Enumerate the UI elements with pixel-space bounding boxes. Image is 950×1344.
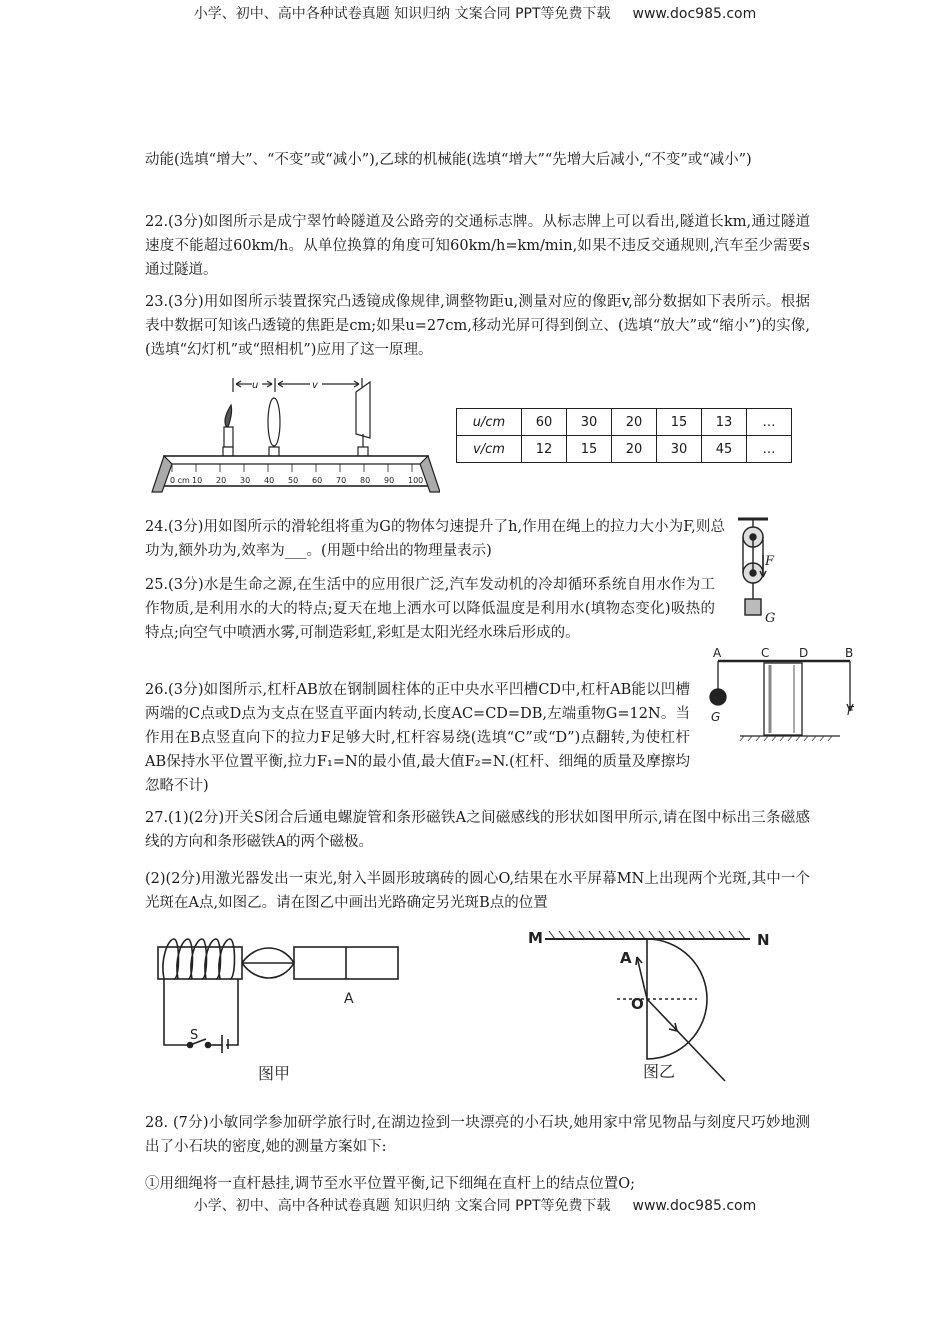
- lever-D-label: D: [799, 646, 809, 660]
- table-cell: 15: [657, 409, 702, 436]
- header-text: 小学、初中、高中各种试卷真题 知识归纳 文案合同 PPT等免费下载: [193, 6, 611, 22]
- scale-30: 30: [240, 476, 251, 485]
- question-24: 24.(3分)用如图所示的滑轮组将重为G的物体匀速提升了h,作用在绳上的拉力大小为F,则总功为,额外功为,效率为___。(用题中给出的物理量表示): [145, 519, 725, 559]
- scale-70: 70: [336, 476, 347, 485]
- table-cell: 13: [702, 409, 747, 436]
- lever-A-label: A: [713, 646, 722, 660]
- lever-G-label: G: [711, 710, 721, 724]
- switch-S-label: S: [190, 1028, 199, 1043]
- scale-0: 0 cm: [170, 476, 190, 485]
- page-header: [0, 3, 950, 23]
- table-row: [457, 436, 792, 463]
- pulley-F-label: F: [765, 554, 775, 569]
- pulley-figure: [732, 515, 792, 630]
- lever-figure: [700, 645, 870, 745]
- figure-yi-caption: 图乙: [643, 1062, 676, 1081]
- question-23: 23.(3分)用如图所示装置探究凸透镜成像规律,调整物距u,测量对应的像距v,部分数据如下表所示。根据表中数据可知该凸透镜的焦距是cm;如果u=27cm,移动光屏可得到倒立、(选填“放大”或“缩小”)的实像,(选填“幻灯机”或“照相机”)应用了这一原理。: [145, 294, 810, 358]
- figure-jia-caption: 图甲: [258, 1064, 291, 1083]
- footer-site[interactable]: www.doc985.com: [632, 1198, 757, 1214]
- header-site[interactable]: www.doc985.com: [632, 6, 757, 22]
- table-cell: 45: [702, 436, 747, 463]
- row-label: v/cm: [457, 436, 522, 463]
- table-cell: 20: [612, 409, 657, 436]
- question-28-step1: ①用细绳将一直杆悬挂,调节至水平位置平衡,记下细绳在直杆上的结点位置O;: [145, 1176, 635, 1192]
- center-O-label: O: [631, 995, 644, 1013]
- table-row: [457, 409, 792, 436]
- scale-80: 80: [360, 476, 371, 485]
- table-cell: 15: [567, 436, 612, 463]
- table-cell: 12: [522, 436, 567, 463]
- row-label: u/cm: [457, 409, 522, 436]
- lens-data-table: [456, 408, 792, 463]
- v-label: v: [312, 380, 318, 391]
- table-cell: 20: [612, 436, 657, 463]
- page-footer: [0, 1195, 950, 1215]
- scale-10: 10: [192, 476, 203, 485]
- solenoid-figure: [150, 925, 400, 1085]
- lever-B-label: B: [845, 646, 854, 660]
- footer-text: 小学、初中、高中各种试卷真题 知识归纳 文案合同 PPT等免费下载: [193, 1198, 611, 1214]
- spot-A-label: A: [620, 949, 632, 967]
- scale-100: 100: [408, 476, 424, 485]
- table-cell: 30: [657, 436, 702, 463]
- lever-F-label: F: [847, 704, 854, 718]
- scale-90: 90: [384, 476, 395, 485]
- question-26: 26.(3分)如图所示,杠杆AB放在钢制圆柱体的正中央水平凹槽CD中,杠杆AB能以凹槽两端的C点或D点为支点在竖直平面内转动,长度AC=CD=DB,左端重物G=12N。当作用在B点竖直向下的拉力F足够大时,杠杆容易绕(选填“C”或“D”)点翻转,为使杠杆AB保持水平位置平衡,拉力F₁=N的最小值,最大值F₂=N.(杠杆、细绳的质量及摩擦均忽略不计): [145, 682, 690, 794]
- scale-40: 40: [264, 476, 275, 485]
- u-label: u: [252, 380, 259, 391]
- table-cell: …: [747, 436, 792, 463]
- scale-50: 50: [288, 476, 299, 485]
- magnet-A-label: A: [344, 991, 354, 1007]
- question-27-part1: 27.(1)(2分)开关S闭合后通电螺旋管和条形磁铁A之间磁感线的形状如图甲所示,请在图中标出三条磁感线的方向和条形磁铁A的两个磁极。: [145, 810, 810, 850]
- semicircle-glass-figure: [525, 925, 785, 1085]
- pulley-G-label: G: [765, 611, 776, 626]
- scale-60: 60: [312, 476, 323, 485]
- screen-M-label: M: [528, 929, 543, 947]
- question-21-tail: 动能(选填“增大”、“不变”或“减小”),乙球的机械能(选填“增大”“先增大后减小,“不变”或“减小”): [145, 152, 752, 168]
- question-28: 28. (7分)小敏同学参加研学旅行时,在湖边捡到一块漂亮的小石块,她用家中常见物品与刻度尺巧妙地测出了小石块的密度,她的测量方案如下:: [145, 1115, 810, 1155]
- scale-20: 20: [216, 476, 227, 485]
- optical-bench-figure: [150, 372, 440, 496]
- question-22: 22.(3分)如图所示是成宁翠竹岭隧道及公路旁的交通标志牌。从标志牌上可以看出,隧道长km,通过隧道速度不能超过60km/h。从单位换算的角度可知60km/h=km/min,如果不违反交通规则,汽车至少需要s通过隧道。: [145, 214, 810, 278]
- question-27-part2: (2)(2分)用激光器发出一束光,射入半圆形玻璃砖的圆心O,结果在水平屏幕MN上出现两个光斑,其中一个光斑在A点,如图乙。请在图乙中画出光路确定另光斑B点的位置: [145, 871, 810, 911]
- question-25: 25.(3分)水是生命之源,在生活中的应用很广泛,汽车发动机的冷却循环系统自用水作为工作物质,是利用水的大的特点;夏天在地上洒水可以降低温度是利用水(填物态变化)吸热的特点;向空气中喷洒水雾,可制造彩虹,彩虹是太阳光经水珠后形成的。: [145, 577, 715, 641]
- screen-N-label: N: [757, 931, 770, 949]
- table-cell: 60: [522, 409, 567, 436]
- table-cell: 30: [567, 409, 612, 436]
- table-cell: …: [747, 409, 792, 436]
- lever-C-label: C: [761, 646, 770, 660]
